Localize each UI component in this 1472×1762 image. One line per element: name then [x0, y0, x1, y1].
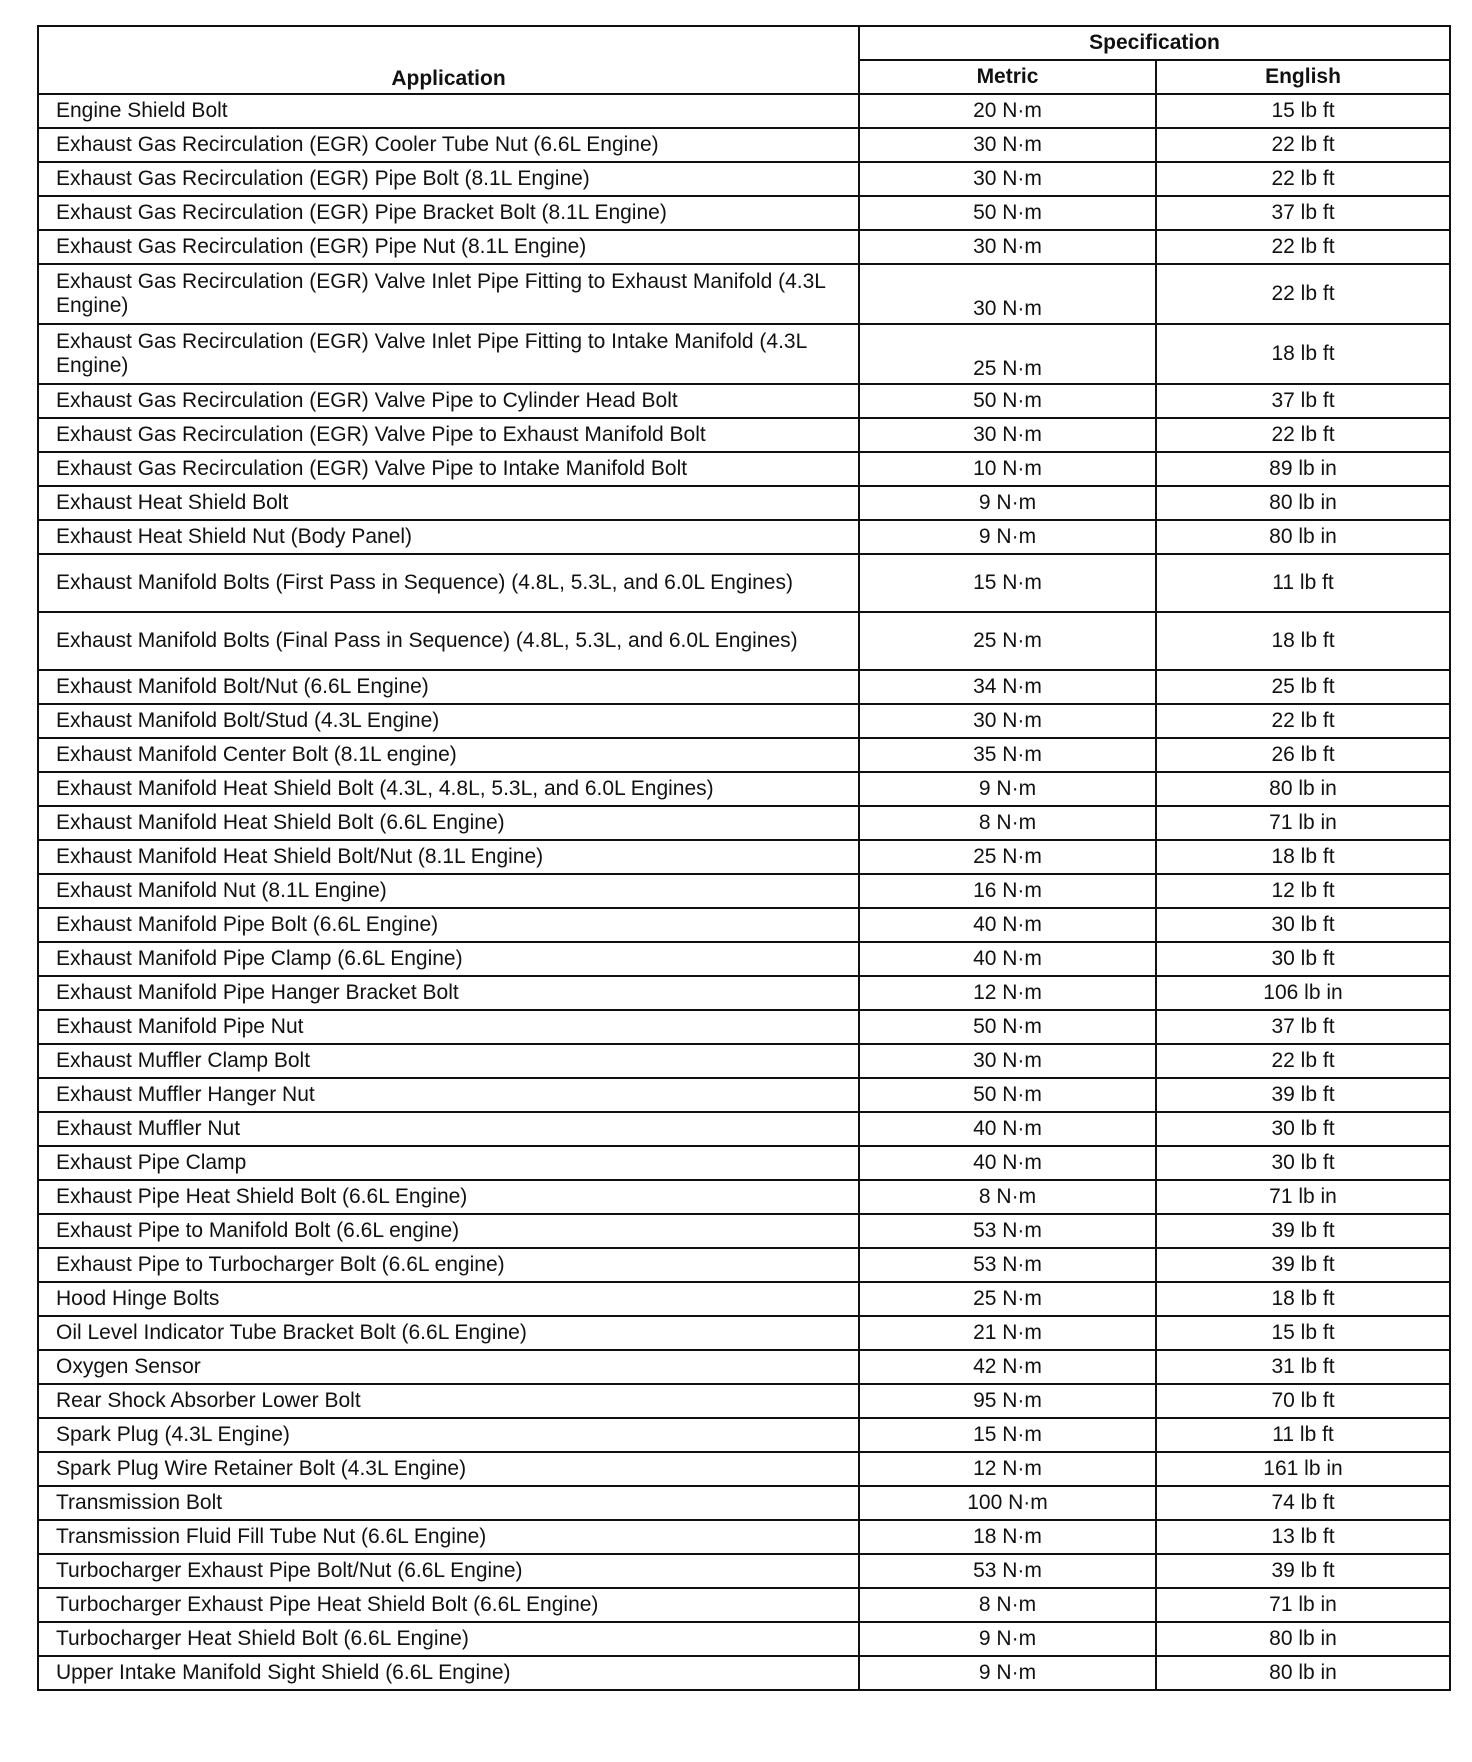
metric-cell: 100 N·m	[859, 1486, 1156, 1520]
application-cell: Exhaust Manifold Pipe Bolt (6.6L Engine)	[38, 908, 859, 942]
english-cell: 22 lb ft	[1156, 128, 1450, 162]
table-row	[38, 1588, 1450, 1622]
metric-cell: 50 N·m	[859, 384, 1156, 418]
table-row	[38, 1010, 1450, 1044]
metric-cell: 25 N·m	[859, 840, 1156, 874]
application-cell: Exhaust Pipe to Turbocharger Bolt (6.6L engine)	[38, 1248, 859, 1282]
application-cell: Exhaust Gas Recirculation (EGR) Valve Pipe to Intake Manifold Bolt	[38, 452, 859, 486]
english-cell: 30 lb ft	[1156, 1112, 1450, 1146]
english-cell: 71 lb in	[1156, 1588, 1450, 1622]
table-row	[38, 772, 1450, 806]
table-row	[38, 1350, 1450, 1384]
english-cell: 31 lb ft	[1156, 1350, 1450, 1384]
english-cell: 70 lb ft	[1156, 1384, 1450, 1418]
application-cell: Exhaust Manifold Heat Shield Bolt (4.3L, 4.8L, 5.3L, and 6.0L Engines)	[38, 772, 859, 806]
metric-cell: 15 N·m	[859, 554, 1156, 612]
english-cell: 11 lb ft	[1156, 1418, 1450, 1452]
english-cell: 39 lb ft	[1156, 1078, 1450, 1112]
application-cell: Engine Shield Bolt	[38, 94, 859, 128]
table-row	[38, 452, 1450, 486]
english-cell: 25 lb ft	[1156, 670, 1450, 704]
english-cell: 71 lb in	[1156, 1180, 1450, 1214]
metric-cell: 8 N·m	[859, 1180, 1156, 1214]
application-cell: Exhaust Pipe to Manifold Bolt (6.6L engine)	[38, 1214, 859, 1248]
application-cell: Upper Intake Manifold Sight Shield (6.6L Engine)	[38, 1656, 859, 1690]
table-row	[38, 324, 1450, 384]
table-row	[38, 1282, 1450, 1316]
specification-header: Specification	[859, 26, 1450, 60]
metric-cell: 9 N·m	[859, 1622, 1156, 1656]
metric-cell: 25 N·m	[859, 324, 1156, 384]
application-cell: Exhaust Gas Recirculation (EGR) Pipe Nut (8.1L Engine)	[38, 230, 859, 264]
table-row	[38, 1520, 1450, 1554]
metric-cell: 30 N·m	[859, 230, 1156, 264]
table-row	[38, 94, 1450, 128]
metric-cell: 8 N·m	[859, 1588, 1156, 1622]
table-row	[38, 1656, 1450, 1690]
metric-cell: 25 N·m	[859, 1282, 1156, 1316]
application-cell: Exhaust Gas Recirculation (EGR) Valve Pipe to Exhaust Manifold Bolt	[38, 418, 859, 452]
table-row	[38, 908, 1450, 942]
application-cell: Exhaust Pipe Heat Shield Bolt (6.6L Engine)	[38, 1180, 859, 1214]
metric-cell: 10 N·m	[859, 452, 1156, 486]
english-cell: 80 lb in	[1156, 1656, 1450, 1690]
english-cell: 30 lb ft	[1156, 908, 1450, 942]
metric-cell: 30 N·m	[859, 264, 1156, 324]
english-cell: 22 lb ft	[1156, 418, 1450, 452]
application-cell: Turbocharger Exhaust Pipe Heat Shield Bolt (6.6L Engine)	[38, 1588, 859, 1622]
application-cell: Oxygen Sensor	[38, 1350, 859, 1384]
english-cell: 18 lb ft	[1156, 1282, 1450, 1316]
application-cell: Exhaust Manifold Bolt/Stud (4.3L Engine)	[38, 704, 859, 738]
english-cell: 80 lb in	[1156, 520, 1450, 554]
english-cell: 18 lb ft	[1156, 840, 1450, 874]
application-cell: Transmission Fluid Fill Tube Nut (6.6L Engine)	[38, 1520, 859, 1554]
metric-cell: 40 N·m	[859, 908, 1156, 942]
metric-cell: 50 N·m	[859, 196, 1156, 230]
english-cell: 80 lb in	[1156, 1622, 1450, 1656]
english-cell: 37 lb ft	[1156, 196, 1450, 230]
metric-cell: 30 N·m	[859, 128, 1156, 162]
english-cell: 12 lb ft	[1156, 874, 1450, 908]
metric-cell: 9 N·m	[859, 486, 1156, 520]
metric-cell: 15 N·m	[859, 1418, 1156, 1452]
application-cell: Turbocharger Heat Shield Bolt (6.6L Engine)	[38, 1622, 859, 1656]
english-cell: 39 lb ft	[1156, 1554, 1450, 1588]
table-row	[38, 874, 1450, 908]
metric-cell: 21 N·m	[859, 1316, 1156, 1350]
metric-cell: 53 N·m	[859, 1248, 1156, 1282]
application-cell: Exhaust Manifold Pipe Clamp (6.6L Engine)	[38, 942, 859, 976]
application-cell: Exhaust Manifold Center Bolt (8.1L engine)	[38, 738, 859, 772]
metric-cell: 30 N·m	[859, 162, 1156, 196]
application-cell: Spark Plug Wire Retainer Bolt (4.3L Engine)	[38, 1452, 859, 1486]
application-cell: Oil Level Indicator Tube Bracket Bolt (6.6L Engine)	[38, 1316, 859, 1350]
english-cell: 89 lb in	[1156, 452, 1450, 486]
table-row	[38, 1554, 1450, 1588]
english-cell: 80 lb in	[1156, 486, 1450, 520]
metric-cell: 34 N·m	[859, 670, 1156, 704]
english-cell: 22 lb ft	[1156, 230, 1450, 264]
table-row	[38, 1486, 1450, 1520]
metric-cell: 12 N·m	[859, 976, 1156, 1010]
application-cell: Spark Plug (4.3L Engine)	[38, 1418, 859, 1452]
application-cell: Exhaust Muffler Hanger Nut	[38, 1078, 859, 1112]
table-row	[38, 128, 1450, 162]
metric-cell: 8 N·m	[859, 806, 1156, 840]
metric-cell: 50 N·m	[859, 1078, 1156, 1112]
application-cell: Exhaust Gas Recirculation (EGR) Valve Pipe to Cylinder Head Bolt	[38, 384, 859, 418]
table-row	[38, 1112, 1450, 1146]
english-cell: 39 lb ft	[1156, 1214, 1450, 1248]
table-body	[38, 94, 1450, 1690]
metric-cell: 25 N·m	[859, 612, 1156, 670]
application-cell: Exhaust Heat Shield Nut (Body Panel)	[38, 520, 859, 554]
application-cell: Exhaust Gas Recirculation (EGR) Pipe Bracket Bolt (8.1L Engine)	[38, 196, 859, 230]
table-row	[38, 1078, 1450, 1112]
application-cell: Exhaust Heat Shield Bolt	[38, 486, 859, 520]
english-cell: 15 lb ft	[1156, 94, 1450, 128]
table-row	[38, 1316, 1450, 1350]
table-row	[38, 1452, 1450, 1486]
table-row	[38, 1214, 1450, 1248]
application-header: Application	[38, 26, 859, 94]
application-cell: Exhaust Manifold Pipe Nut	[38, 1010, 859, 1044]
english-cell: 11 lb ft	[1156, 554, 1450, 612]
application-cell: Exhaust Manifold Pipe Hanger Bracket Bolt	[38, 976, 859, 1010]
metric-cell: 16 N·m	[859, 874, 1156, 908]
application-cell: Transmission Bolt	[38, 1486, 859, 1520]
metric-cell: 53 N·m	[859, 1214, 1156, 1248]
table-row	[38, 418, 1450, 452]
metric-cell: 50 N·m	[859, 1010, 1156, 1044]
table-row	[38, 1146, 1450, 1180]
table-row	[38, 520, 1450, 554]
english-cell: 74 lb ft	[1156, 1486, 1450, 1520]
table-row	[38, 554, 1450, 612]
table-row	[38, 612, 1450, 670]
metric-cell: 30 N·m	[859, 704, 1156, 738]
header-row	[38, 26, 1450, 60]
table-row	[38, 196, 1450, 230]
english-cell: 71 lb in	[1156, 806, 1450, 840]
metric-header: Metric	[859, 60, 1156, 94]
application-cell: Exhaust Gas Recirculation (EGR) Valve Inlet Pipe Fitting to Intake Manifold (4.3L Engine)	[38, 324, 859, 384]
english-cell: 22 lb ft	[1156, 264, 1450, 324]
application-cell: Rear Shock Absorber Lower Bolt	[38, 1384, 859, 1418]
table-row	[38, 230, 1450, 264]
metric-cell: 30 N·m	[859, 418, 1156, 452]
metric-cell: 40 N·m	[859, 1112, 1156, 1146]
application-cell: Exhaust Manifold Bolts (Final Pass in Sequence) (4.8L, 5.3L, and 6.0L Engines)	[38, 612, 859, 670]
table-row	[38, 942, 1450, 976]
english-cell: 22 lb ft	[1156, 704, 1450, 738]
metric-cell: 12 N·m	[859, 1452, 1156, 1486]
application-cell: Hood Hinge Bolts	[38, 1282, 859, 1316]
english-cell: 161 lb in	[1156, 1452, 1450, 1486]
application-cell: Exhaust Manifold Nut (8.1L Engine)	[38, 874, 859, 908]
table-row	[38, 264, 1450, 324]
english-cell: 22 lb ft	[1156, 1044, 1450, 1078]
table-row	[38, 1418, 1450, 1452]
english-cell: 15 lb ft	[1156, 1316, 1450, 1350]
application-cell: Exhaust Pipe Clamp	[38, 1146, 859, 1180]
table-row	[38, 1248, 1450, 1282]
english-cell: 22 lb ft	[1156, 162, 1450, 196]
metric-cell: 40 N·m	[859, 1146, 1156, 1180]
english-cell: 37 lb ft	[1156, 384, 1450, 418]
application-cell: Exhaust Gas Recirculation (EGR) Cooler Tube Nut (6.6L Engine)	[38, 128, 859, 162]
english-cell: 13 lb ft	[1156, 1520, 1450, 1554]
application-cell: Exhaust Manifold Bolt/Nut (6.6L Engine)	[38, 670, 859, 704]
table-row	[38, 1180, 1450, 1214]
metric-cell: 53 N·m	[859, 1554, 1156, 1588]
application-cell: Exhaust Manifold Heat Shield Bolt (6.6L Engine)	[38, 806, 859, 840]
table-row	[38, 704, 1450, 738]
table-row	[38, 670, 1450, 704]
english-cell: 80 lb in	[1156, 772, 1450, 806]
application-cell: Exhaust Manifold Heat Shield Bolt/Nut (8.1L Engine)	[38, 840, 859, 874]
application-cell: Exhaust Muffler Nut	[38, 1112, 859, 1146]
metric-cell: 20 N·m	[859, 94, 1156, 128]
metric-cell: 35 N·m	[859, 738, 1156, 772]
english-cell: 106 lb in	[1156, 976, 1450, 1010]
english-cell: 39 lb ft	[1156, 1248, 1450, 1282]
application-cell: Turbocharger Exhaust Pipe Bolt/Nut (6.6L Engine)	[38, 1554, 859, 1588]
application-cell: Exhaust Gas Recirculation (EGR) Pipe Bolt (8.1L Engine)	[38, 162, 859, 196]
metric-cell: 9 N·m	[859, 1656, 1156, 1690]
application-cell: Exhaust Muffler Clamp Bolt	[38, 1044, 859, 1078]
english-cell: 37 lb ft	[1156, 1010, 1450, 1044]
english-cell: 30 lb ft	[1156, 1146, 1450, 1180]
table-row	[38, 1044, 1450, 1078]
table-row	[38, 840, 1450, 874]
metric-cell: 30 N·m	[859, 1044, 1156, 1078]
table-row	[38, 1622, 1450, 1656]
application-cell: Exhaust Manifold Bolts (First Pass in Sequence) (4.8L, 5.3L, and 6.0L Engines)	[38, 554, 859, 612]
english-cell: 18 lb ft	[1156, 612, 1450, 670]
english-header: English	[1156, 60, 1450, 94]
table-row	[38, 738, 1450, 772]
metric-cell: 18 N·m	[859, 1520, 1156, 1554]
metric-cell: 95 N·m	[859, 1384, 1156, 1418]
table-row	[38, 976, 1450, 1010]
english-cell: 18 lb ft	[1156, 324, 1450, 384]
metric-cell: 9 N·m	[859, 772, 1156, 806]
torque-specifications-table	[37, 25, 1451, 1691]
table-row	[38, 486, 1450, 520]
metric-cell: 40 N·m	[859, 942, 1156, 976]
english-cell: 26 lb ft	[1156, 738, 1450, 772]
application-cell: Exhaust Gas Recirculation (EGR) Valve Inlet Pipe Fitting to Exhaust Manifold (4.3L Engine)	[38, 264, 859, 324]
metric-cell: 42 N·m	[859, 1350, 1156, 1384]
table-row	[38, 384, 1450, 418]
table-row	[38, 806, 1450, 840]
table-row	[38, 1384, 1450, 1418]
english-cell: 30 lb ft	[1156, 942, 1450, 976]
table-row	[38, 162, 1450, 196]
metric-cell: 9 N·m	[859, 520, 1156, 554]
